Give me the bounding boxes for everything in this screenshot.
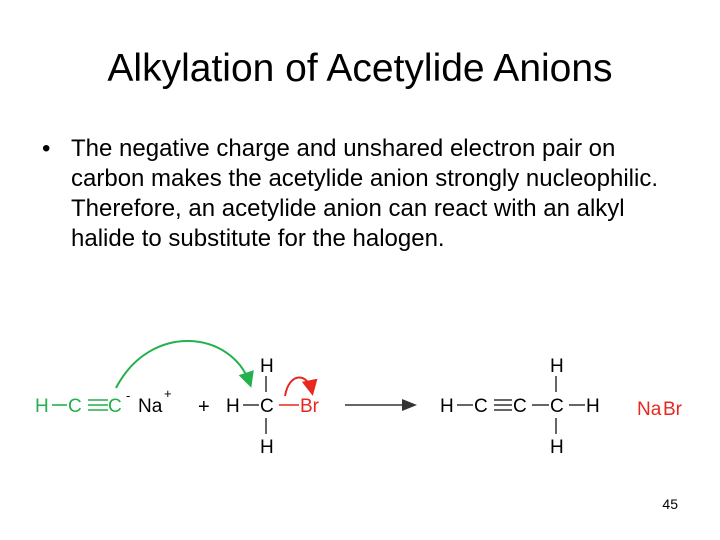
- carbanion-charge: -: [126, 388, 131, 403]
- alkyl-bromine: Br: [300, 396, 319, 417]
- acetylide-carbon-2: C: [108, 396, 122, 417]
- methyl-bromide: [226, 356, 320, 458]
- page-number: 45: [662, 496, 678, 512]
- alkyl-h-top: H: [260, 356, 274, 377]
- product-carbon-1: C: [474, 396, 488, 417]
- acetylide-carbon-1: C: [68, 396, 82, 417]
- product-carbon-2: C: [513, 396, 527, 417]
- leaving-group-arrow: [285, 377, 312, 396]
- alkyl-h-bottom: H: [260, 437, 274, 458]
- product-h-left: H: [440, 396, 454, 417]
- alkyl-h-left: H: [226, 396, 240, 417]
- nucleophilic-attack-arrow: [116, 341, 250, 388]
- alkyne-product: [440, 356, 600, 458]
- product-h-bottom: H: [550, 437, 564, 458]
- product-carbon-3: C: [550, 396, 564, 417]
- reaction-scheme: [0, 330, 720, 470]
- alkyl-carbon: C: [260, 396, 274, 417]
- byproduct-bromine: Br: [663, 399, 682, 420]
- bullet-text: The negative charge and unshared electron pair on carbon makes the acetylide anion strongly nucleophilic. Therefore, an acetylide anion can react with an alkyl halide to substitute for the halogen.: [71, 135, 659, 252]
- byproduct-sodium: Na: [637, 399, 662, 420]
- bullet-marker: •: [42, 135, 51, 162]
- sodium-charge: +: [164, 386, 172, 401]
- product-h-top: H: [550, 356, 564, 377]
- product-h-right: H: [586, 396, 600, 417]
- acetylide-h: H: [35, 396, 49, 417]
- sodium-bromide: [637, 399, 683, 420]
- sodium-cation: Na: [138, 396, 163, 417]
- slide-title: Alkylation of Acetylide Anions: [107, 47, 613, 90]
- acetylide-anion: [35, 386, 172, 417]
- reactant-plus: +: [198, 396, 210, 418]
